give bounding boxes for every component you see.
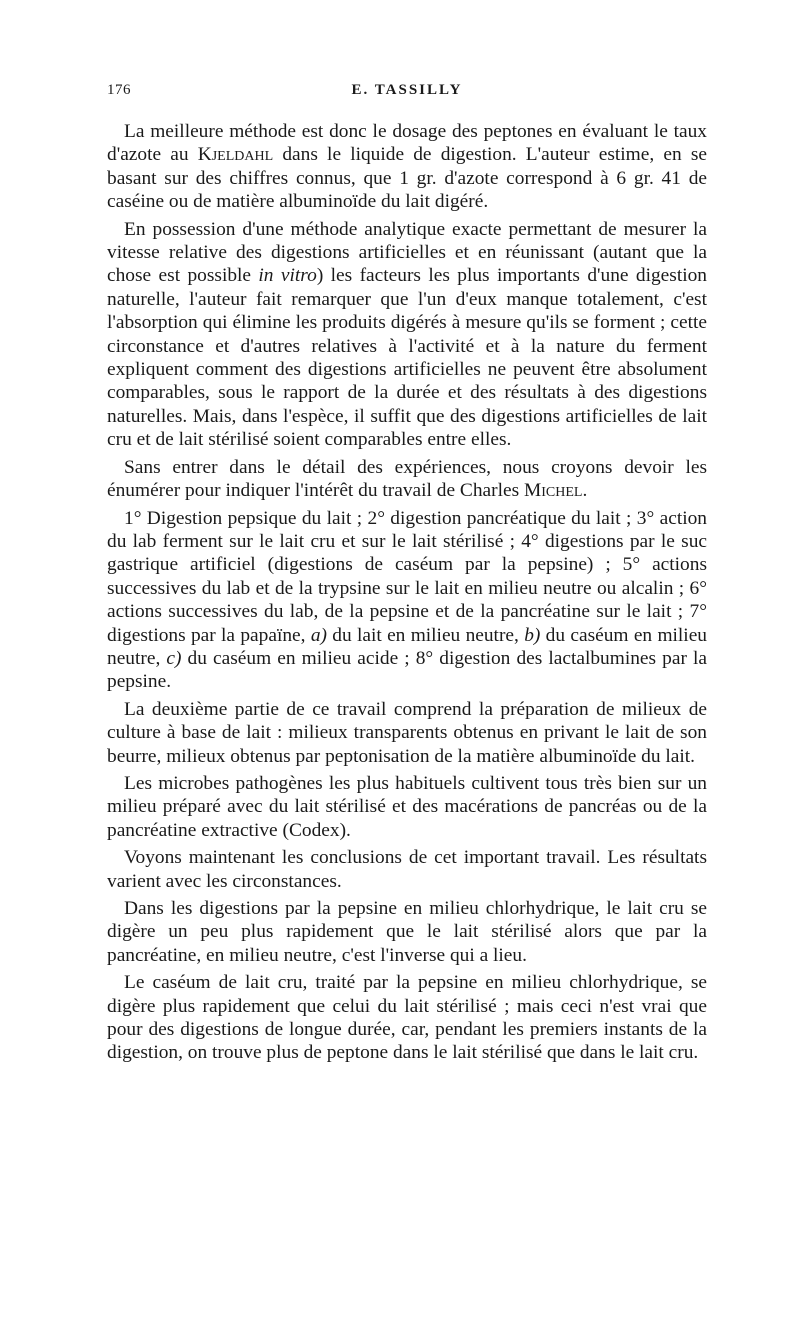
paragraph-conclusions-intro: Voyons maintenant les conclusions de cet important travail. Les résultats varient avec les circonstances.: [107, 847, 707, 892]
paragraph-analytic-method: En possession d'une méthode analytique exacte permettant de mesurer la vitesse relative des digestions artificielles et en réunissant (autant que la chose est possible in vitro) les facteurs les plus importants d'une digestion naturelle, l'auteur fait remarquer que l'un d'eux manque totalement, c'est l'absorption qui élimine les produits digérés à mesure qu'ils se forment ; cette circonstance et d'autres relatives à l'activité et à la nature du ferment expliquent comment des digestions artificielles ne peuvent être absolument comparables, sous le rapport de la durée et des résultats à des digestions naturelles. Mais, dans l'espèce, il suffit que des digestions artificielles de lait cru et de lait stérilisé soient comparables entre elles.: [107, 218, 707, 451]
page-number: 176: [107, 82, 131, 98]
author-name-michel: Michel: [524, 480, 583, 502]
paragraph-pathogenic-microbes: Les microbes pathogènes les plus habituels cultivent tous très bien sur un milieu préparé avec du lait stérilisé et des macérations de pancréas ou de la pancréatine extractive (Codex).: [107, 772, 707, 841]
paragraph-pepsin-digestion: Dans les digestions par la pepsine en milieu chlorhydrique, le lait cru se digère un peu plus rapidement que le lait stérilisé alors que par la pancréatine, en milieu neutre, c'est l'inverse qui a lieu.: [107, 898, 707, 966]
author-name-kjeldahl: Kjeldahl: [197, 144, 274, 166]
paragraph-caseum-digestion: Le caséum de lait cru, traité par la pepsine en milieu chlorhydrique, se digère plus rapidement que celui du lait stérilisé ; mais ceci n'est vrai que pour des digestions de longue durée, car, pendant les premiers instants de la digestion, on trouve plus de peptone dans le lait stérilisé que dans le lait cru.: [107, 972, 707, 1064]
paragraph-experiences-intro: Sans entrer dans le détail des expériences, nous croyons devoir les énumérer pour indiquer l'intérêt du travail de Charles Michel.: [107, 456, 707, 502]
running-head: [107, 82, 707, 112]
body-text: [107, 120, 707, 1065]
paragraph-kjeldahl-method: La meilleure méthode est donc le dosage des peptones en évaluant le taux d'azote au Kjeldahl dans le liquide de digestion. L'auteur estime, en se basant sur des chiffres connus, que 1 gr. d'azote correspond à 6 gr. 41 de caséine ou de matière albuminoïde du lait digéré.: [107, 121, 707, 213]
paragraph-experiment-list: 1° Digestion pepsique du lait ; 2° digestion pancréatique du lait ; 3° action du lab ferment sur le lait cru et sur le lait stérilisé ; 4° digestions par le suc gastrique artificiel (digestions de caséum par la pepsine) ; 5° actions successives du lab et de la trypsine sur le lait en milieu neutre ou alcalin ; 6° actions successives du lab, de la pepsine et de la pancréatine sur le lait ; 7° digestions par la papaïne, a) du lait en milieu neutre, b) du caséum en milieu neutre, c) du caséum en milieu acide ; 8° digestion des lactalbumines par la pepsine.: [107, 507, 707, 693]
paragraph-culture-media: La deuxième partie de ce travail comprend la préparation de milieux de culture à base de lait : milieux transparents obtenus en privant le lait de son beurre, milieux obtenus par peptonisation de la matière albuminoïde du lait.: [107, 698, 707, 767]
running-title: E. TASSILLY: [351, 82, 463, 98]
italic-in-vitro: in vitro: [258, 265, 317, 287]
book-page: [107, 0, 707, 1069]
